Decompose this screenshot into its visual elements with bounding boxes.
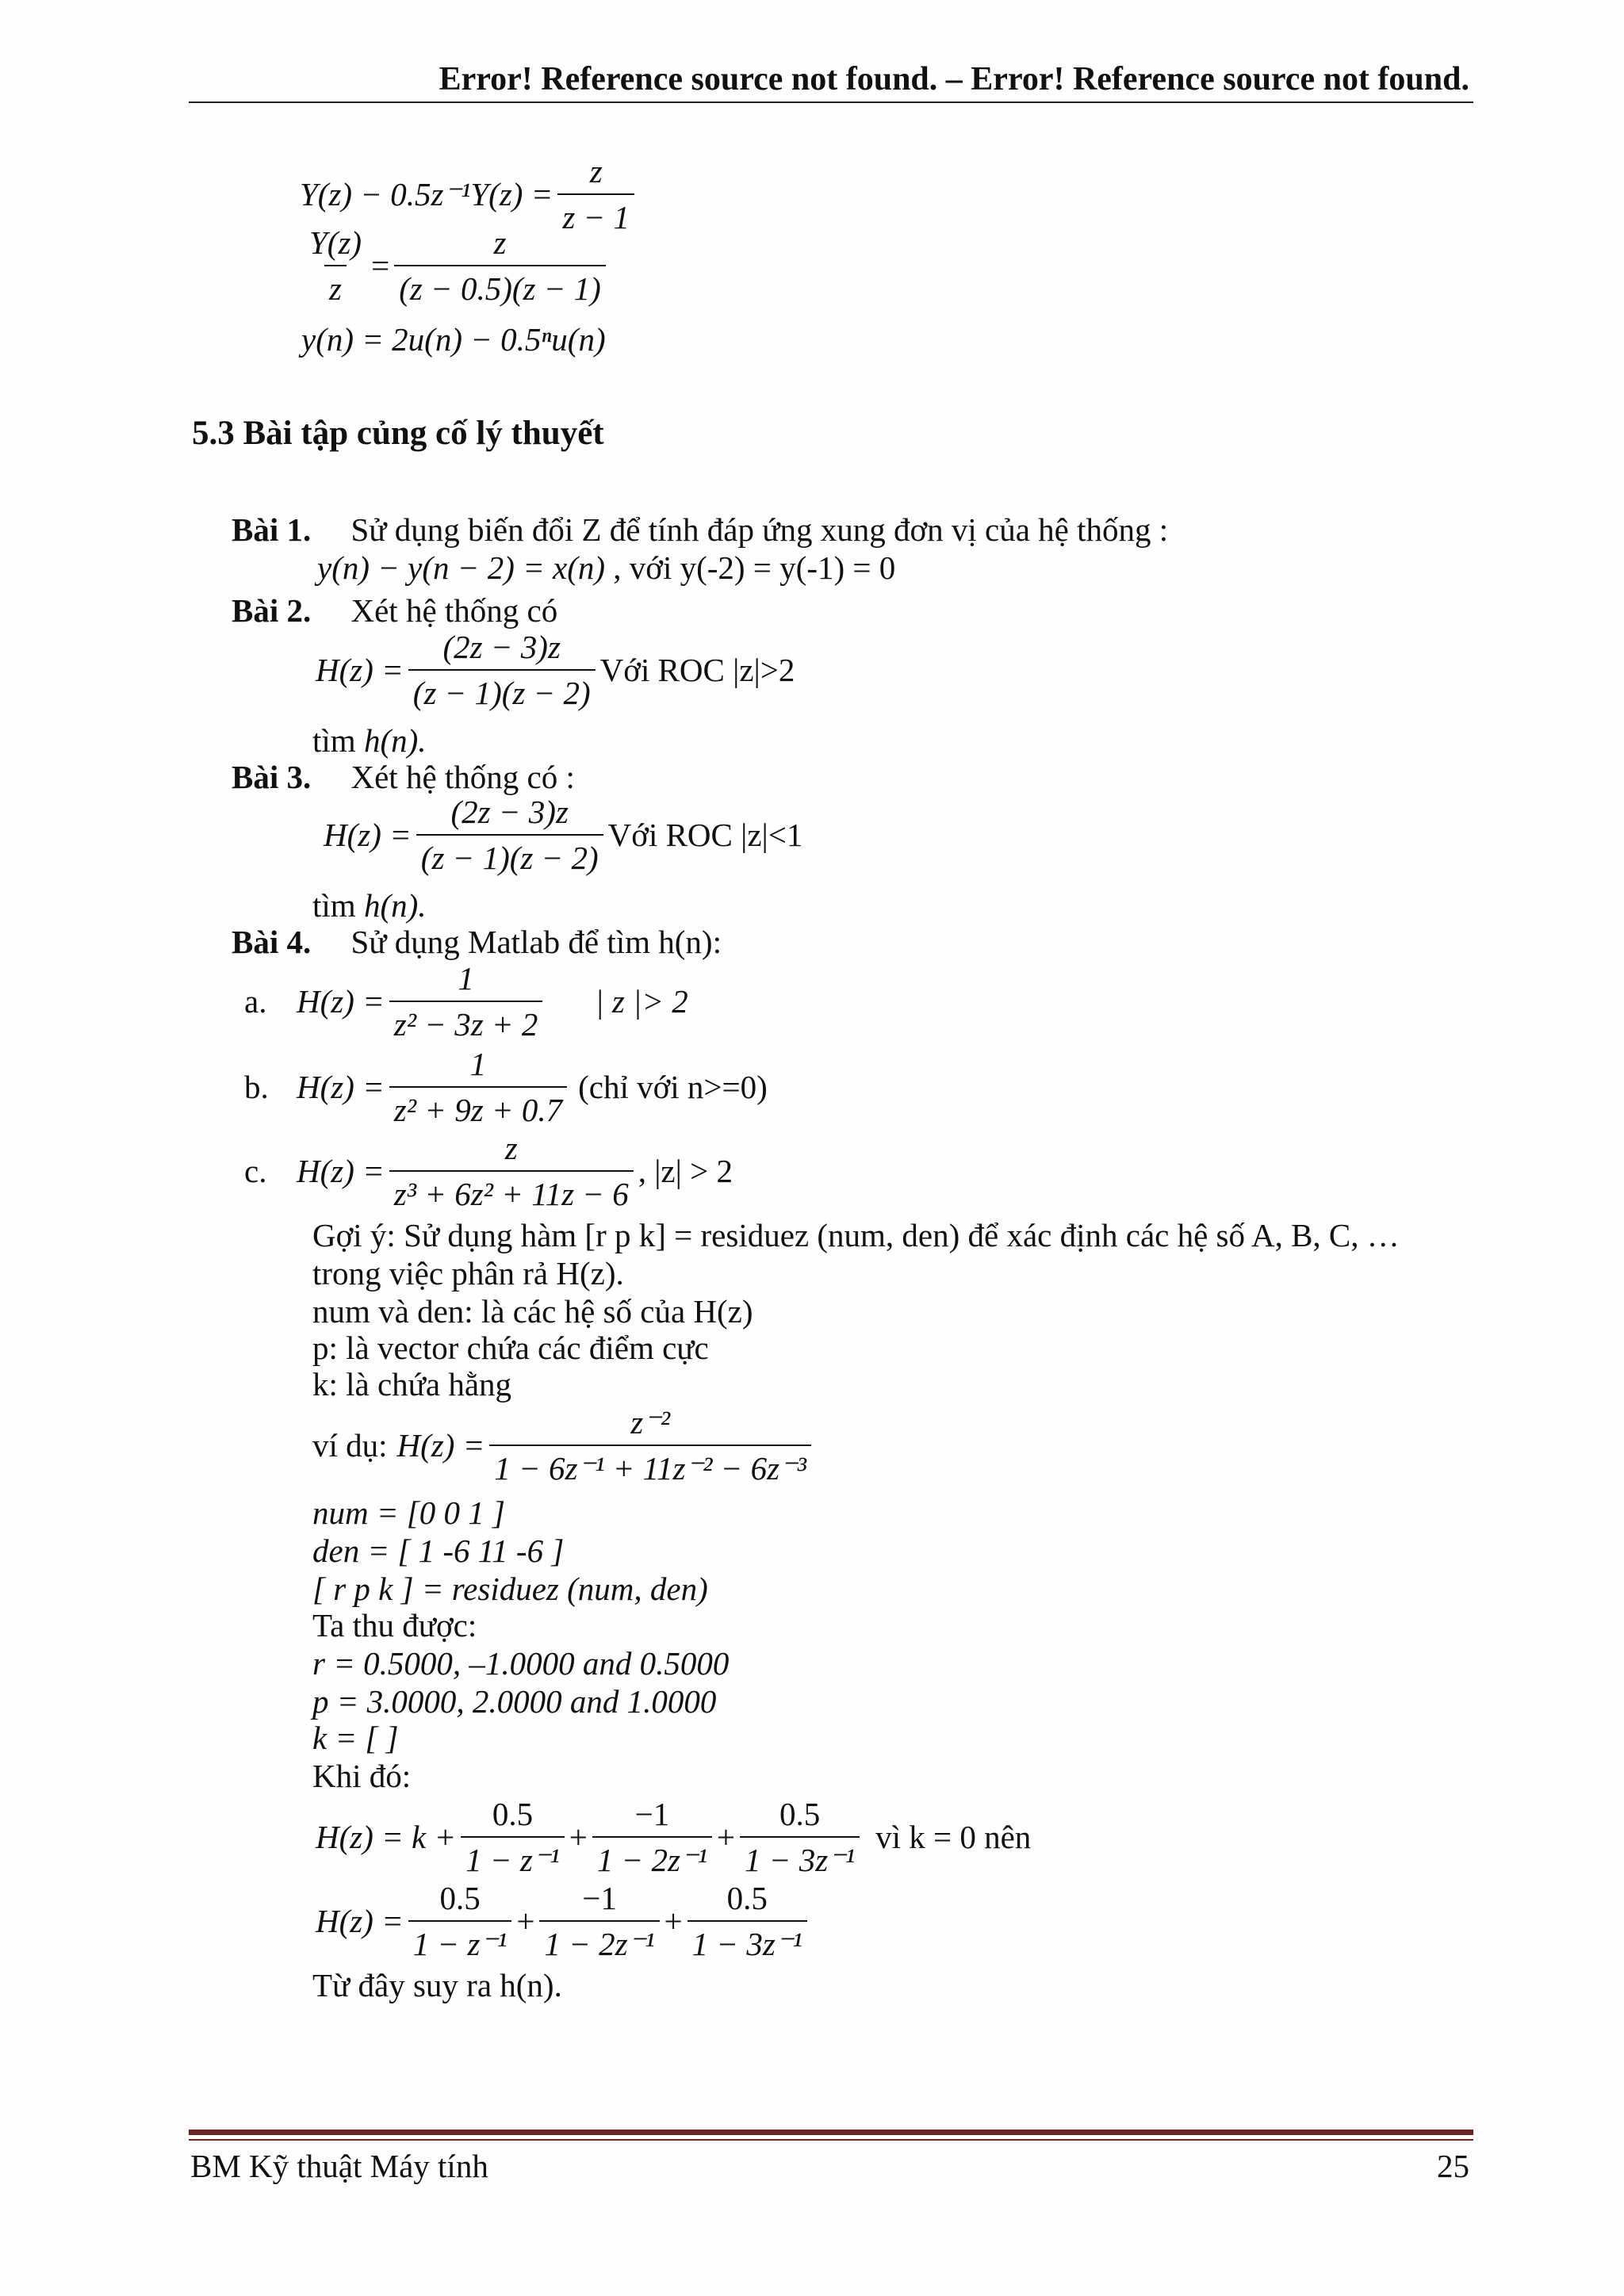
example-label: ví dụ: — [312, 1427, 388, 1464]
plus-sign: + — [516, 1903, 535, 1939]
term-fraction — [408, 1879, 512, 1963]
exercise-4a — [244, 959, 688, 1043]
footer-department: BM Kỹ thuật Máy tính — [190, 2148, 488, 2184]
item-c-letter: c. — [244, 1153, 267, 1189]
footer-rule-thin — [189, 2139, 1473, 2141]
expansion-2-lhs: H(z) = — [316, 1903, 404, 1939]
example-equation — [312, 1403, 816, 1487]
exercise-2-label: Bài 2. — [232, 592, 312, 629]
exercise-1-label: Bài 1. — [232, 511, 312, 548]
exercise-3-label: Bài 3. — [232, 759, 312, 795]
exercise-4-text: Sử dụng Matlab để tìm h(n): — [350, 924, 722, 960]
result-line: k = [ ] — [312, 1720, 399, 1756]
item-a-condition: | z |> 2 — [595, 983, 688, 1020]
expansion-1 — [316, 1795, 1031, 1879]
exercise-2-roc: Với ROC |z|>2 — [599, 652, 795, 688]
term-numerator: 0.5 — [492, 1796, 534, 1832]
item-a-numerator: 1 — [458, 960, 474, 997]
equation-2 — [300, 224, 611, 308]
expansion-2 — [316, 1879, 812, 1963]
example-denominator: 1 − 6z⁻¹ + 11z⁻² − 6z⁻³ — [489, 1445, 811, 1487]
exercise-3-numerator: (2z − 3)z — [450, 794, 569, 830]
exercise-3-find-prefix: tìm — [312, 887, 356, 924]
eq2-lhs-denominator: z — [324, 265, 347, 308]
term-denominator: 1 − z⁻¹ — [461, 1836, 565, 1879]
item-b-fraction — [389, 1045, 567, 1129]
exercise-2-find — [312, 721, 427, 760]
eq1-lhs: Y(z) − 0.5z⁻¹Y(z) = — [300, 176, 553, 212]
item-a-lhs: H(z) = — [297, 983, 385, 1020]
hint-line: k: là chứa hằng — [312, 1366, 512, 1402]
term-denominator: 1 − 2z⁻¹ — [539, 1920, 659, 1963]
eq1-denominator: z − 1 — [557, 193, 634, 236]
item-c-fraction — [389, 1129, 634, 1213]
hint-line: p: là vector chứa các điểm cực — [312, 1330, 709, 1366]
eq2-denominator: (z − 0.5)(z − 1) — [394, 265, 606, 308]
exercise-4b — [244, 1045, 768, 1129]
exercise-1 — [232, 511, 1168, 549]
equals-sign: = — [371, 247, 390, 284]
exercise-3-text: Xét hệ thống có : — [350, 759, 575, 795]
exercise-3-fraction — [416, 793, 603, 877]
hint-line: Gợi ý: Sử dụng hàm [r p k] = residuez (num, den) để xác định các hệ số A, B, C, … — [312, 1217, 1400, 1253]
term-numerator: 0.5 — [439, 1880, 481, 1916]
exercise-2-text: Xét hệ thống có — [350, 592, 558, 629]
item-b-lhs: H(z) = — [297, 1069, 385, 1105]
page-header-title: Error! Reference source not found. – Error! Reference source not found. — [439, 61, 1469, 98]
result-line: p = 3.0000, 2.0000 and 1.0000 — [312, 1683, 717, 1720]
example-numerator: z⁻² — [630, 1404, 671, 1441]
exercise-4-label: Bài 4. — [232, 924, 312, 960]
item-c-denominator: z³ + 6z² + 11z − 6 — [389, 1170, 634, 1213]
item-a-denominator: z² − 3z + 2 — [389, 1001, 543, 1043]
exercise-3-denominator: (z − 1)(z − 2) — [416, 834, 603, 877]
term-fraction — [592, 1795, 712, 1879]
exercise-3-find — [312, 886, 427, 924]
exercise-2 — [232, 591, 557, 629]
plus-sign: + — [716, 1819, 736, 1855]
exercise-1-equation — [317, 549, 895, 587]
example-lhs: H(z) = — [396, 1427, 485, 1464]
eq2-lhs-numerator: Y(z) — [309, 224, 362, 261]
item-b-letter: b. — [244, 1069, 269, 1105]
equation-3: y(n) = 2u(n) − 0.5ⁿu(n) — [301, 321, 606, 358]
conclusion: Từ đây suy ra h(n). — [312, 1967, 562, 2003]
header-rule — [189, 101, 1473, 103]
term-denominator: 1 − 2z⁻¹ — [592, 1836, 712, 1879]
exercise-4 — [232, 923, 722, 961]
term-numerator: −1 — [634, 1796, 670, 1832]
term-fraction — [539, 1879, 659, 1963]
expansion-1-lhs: H(z) = k + — [316, 1819, 457, 1855]
item-a-fraction — [389, 959, 543, 1043]
term-numerator: 0.5 — [726, 1880, 768, 1916]
exercise-1-text: Sử dụng biến đổi Z để tính đáp ứng xung đơn vị của hệ thống : — [350, 511, 1169, 548]
expansion-1-note: vì k = 0 nên — [875, 1819, 1032, 1855]
page-number: 25 — [1437, 2148, 1469, 2184]
exercise-2-lhs: H(z) = — [316, 652, 404, 688]
term-fraction — [688, 1879, 807, 1963]
result-line: r = 0.5000, –1.0000 and 0.5000 — [312, 1645, 730, 1682]
example-fraction — [489, 1403, 811, 1487]
plus-sign: + — [664, 1903, 683, 1939]
term-fraction — [740, 1795, 860, 1879]
then-label: Khi đó: — [312, 1758, 412, 1794]
exercise-2-denominator: (z − 1)(z − 2) — [408, 669, 596, 712]
exercise-3 — [232, 758, 575, 796]
term-denominator: 1 − 3z⁻¹ — [688, 1920, 807, 1963]
code-line: num = [0 0 1 ] — [312, 1494, 505, 1531]
exercise-2-numerator: (2z − 3)z — [442, 629, 561, 665]
exercise-4c — [244, 1129, 733, 1213]
eq2-numerator: z — [493, 224, 507, 261]
item-b-denominator: z² + 9z + 0.7 — [389, 1086, 567, 1129]
term-numerator: −1 — [582, 1880, 617, 1916]
result-label: Ta thu được: — [312, 1607, 477, 1644]
code-line: [ r p k ] = residuez (num, den) — [312, 1571, 708, 1607]
exercise-1-eq: y(n) − y(n − 2) = x(n) — [317, 549, 606, 586]
eq1-numerator: z — [589, 153, 603, 189]
eq2-fraction — [394, 224, 606, 308]
exercise-1-condition: , với y(-2) = y(-1) = 0 — [613, 549, 896, 586]
eq2-lhs-fraction — [304, 224, 366, 308]
exercise-2-find-var: h(n). — [363, 722, 427, 759]
exercise-3-equation — [324, 793, 802, 877]
exercise-2-find-prefix: tìm — [312, 722, 356, 759]
code-line: den = [ 1 -6 11 -6 ] — [312, 1533, 565, 1569]
item-a-letter: a. — [244, 983, 267, 1020]
item-b-condition: (chỉ với n>=0) — [578, 1069, 768, 1105]
section-title: 5.3 Bài tập củng cố lý thuyết — [192, 415, 604, 452]
item-c-numerator: z — [504, 1130, 518, 1166]
item-c-lhs: H(z) = — [297, 1153, 385, 1189]
term-numerator: 0.5 — [779, 1796, 821, 1832]
plus-sign: + — [569, 1819, 588, 1855]
term-denominator: 1 − 3z⁻¹ — [740, 1836, 860, 1879]
hint-line: trong việc phân rả H(z). — [312, 1255, 624, 1292]
item-c-condition: , |z| > 2 — [638, 1153, 733, 1189]
item-b-numerator: 1 — [469, 1046, 487, 1082]
term-fraction — [461, 1795, 565, 1879]
exercise-2-equation — [316, 628, 795, 712]
hint-line: num và den: là các hệ số của H(z) — [312, 1293, 753, 1330]
term-denominator: 1 − z⁻¹ — [408, 1920, 512, 1963]
exercise-3-find-var: h(n). — [363, 887, 427, 924]
exercise-3-lhs: H(z) = — [324, 817, 412, 853]
exercise-2-fraction — [408, 628, 596, 712]
footer-rule — [189, 2130, 1473, 2135]
exercise-3-roc: Với ROC |z|<1 — [607, 817, 803, 853]
